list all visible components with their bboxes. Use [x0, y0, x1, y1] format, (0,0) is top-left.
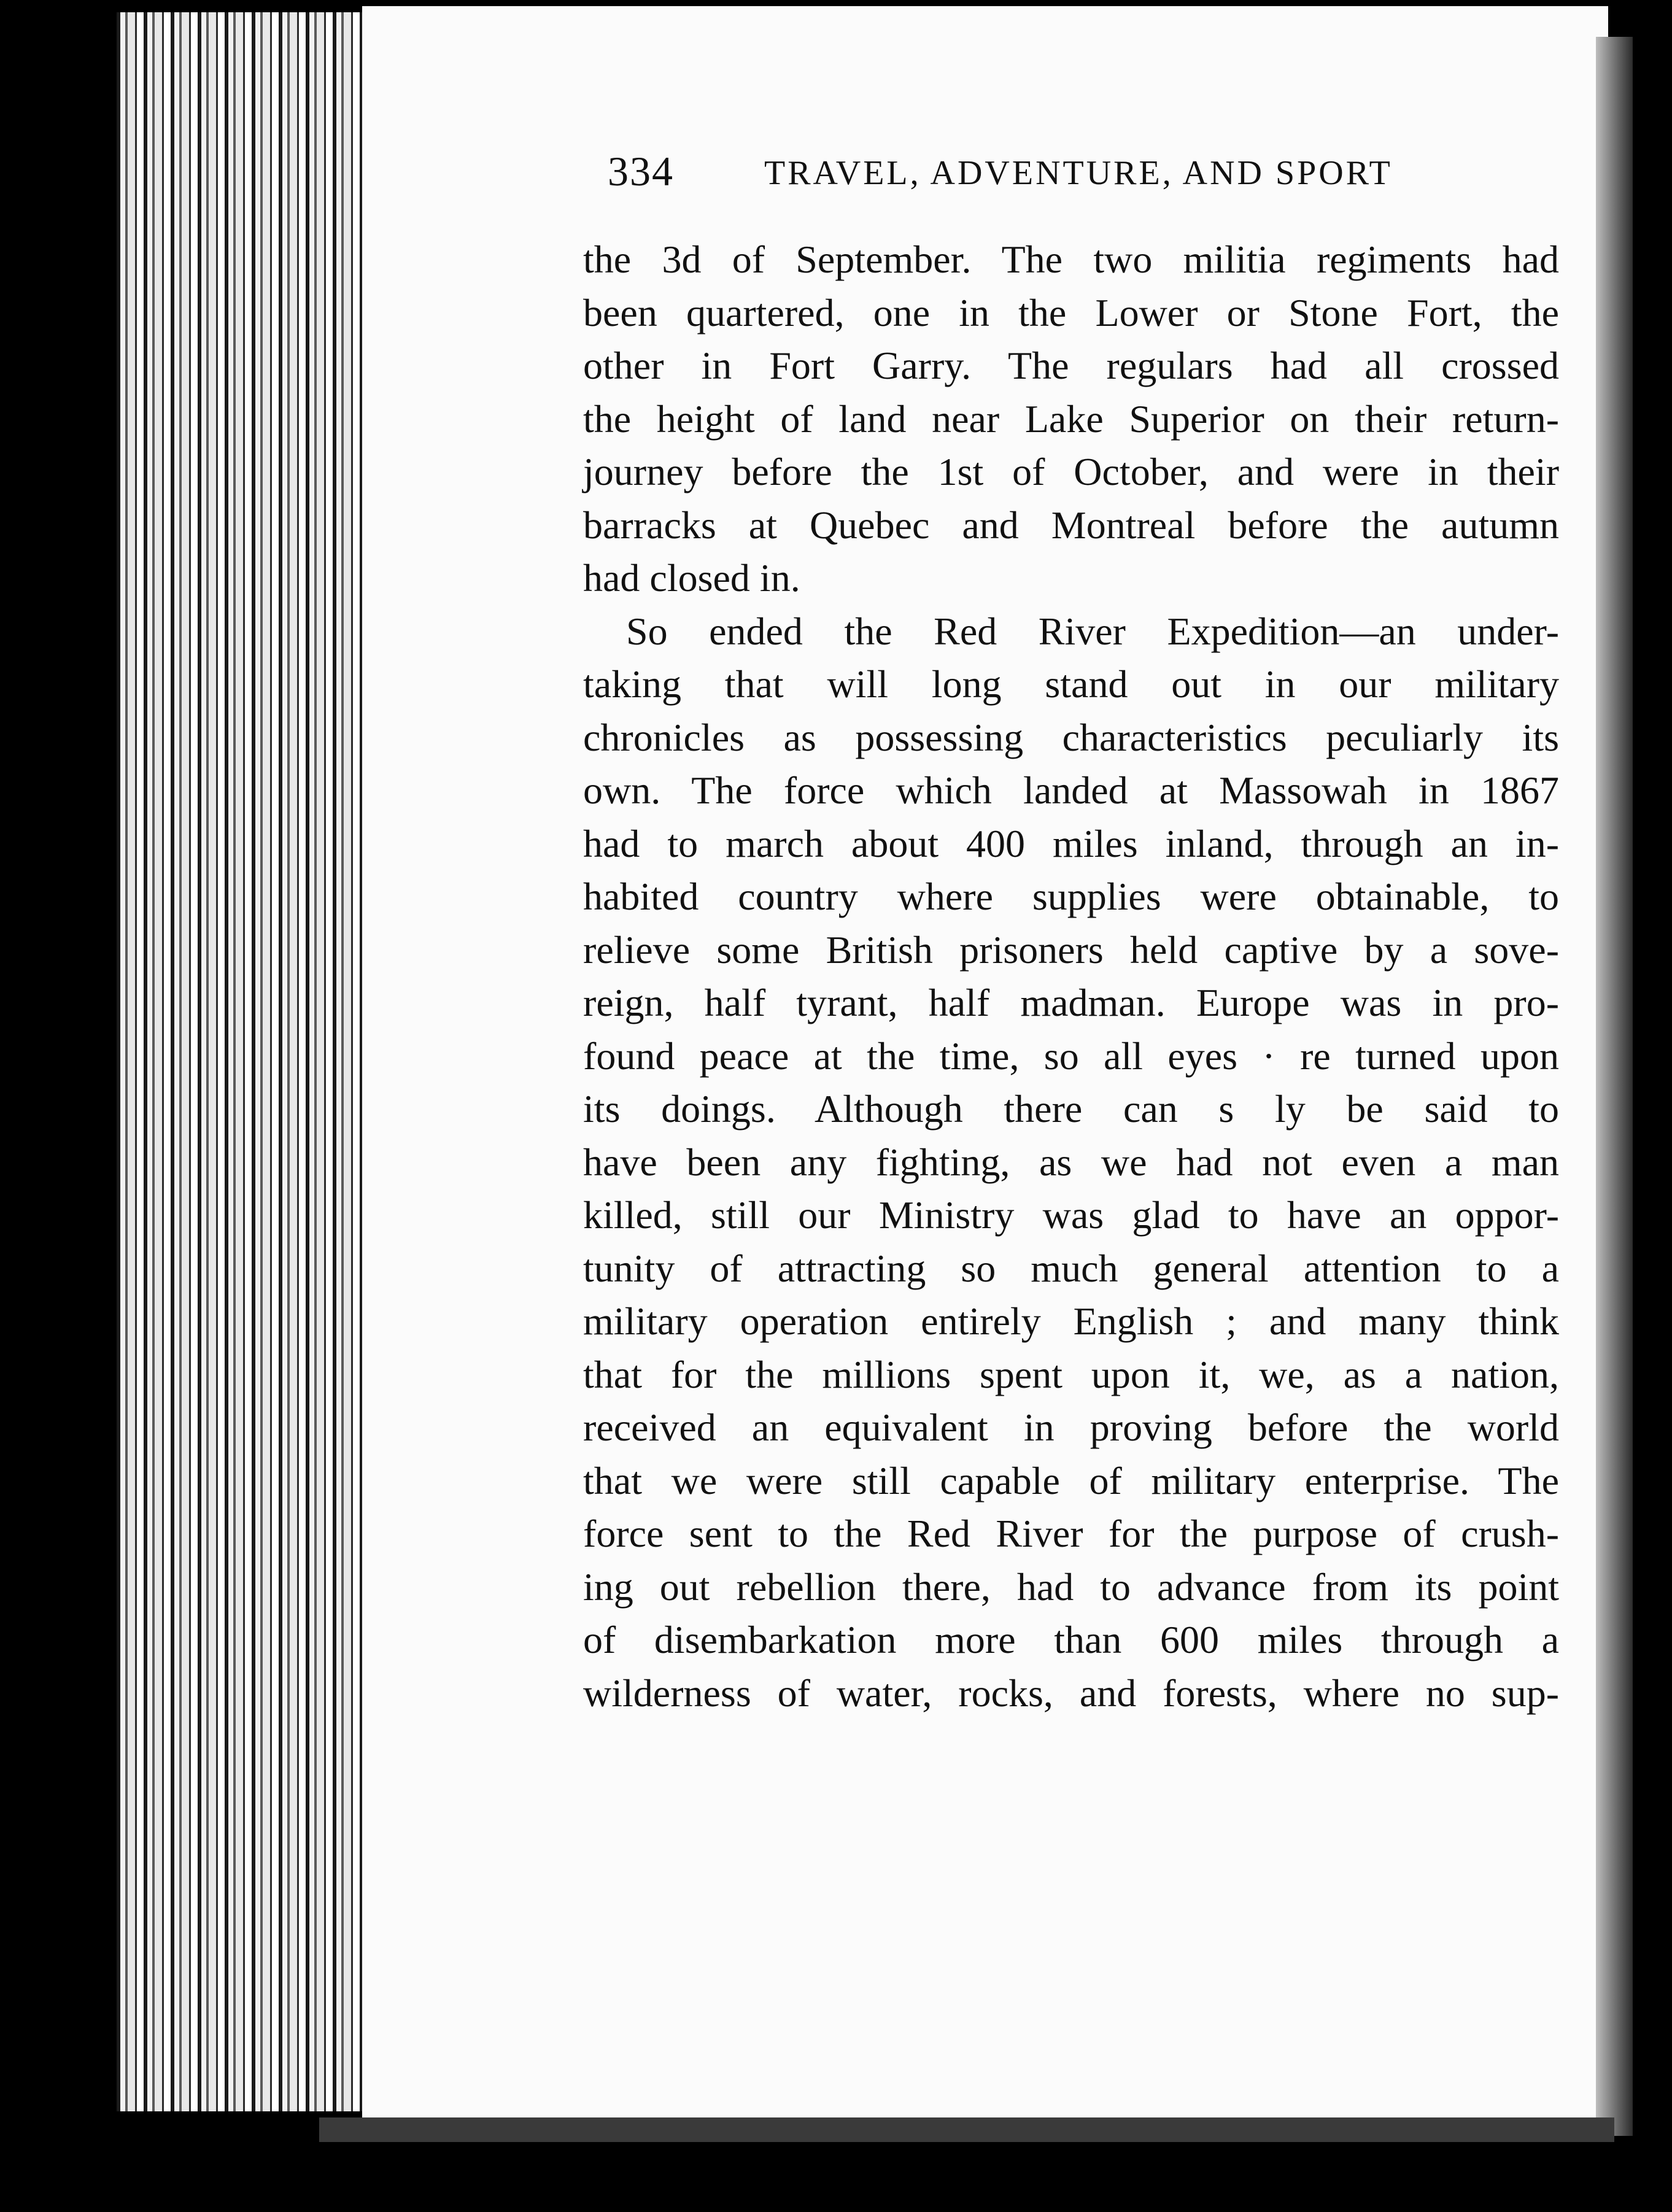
text-line: the 3d of September. The two militia regiments had	[583, 238, 1559, 281]
text-line: So ended the Red River Expedition—an under-	[626, 609, 1559, 653]
text-line: wilderness of water, rocks, and forests, where no sup-	[583, 1671, 1559, 1715]
text-line: that we were still capable of military enterprise. The	[583, 1458, 1559, 1502]
text-line: force sent to the Red River for the purpose of crush-	[583, 1512, 1559, 1555]
text-line: its doings. Although there can s ly be said to	[583, 1087, 1559, 1131]
text-line: habited country where supplies were obtainable, to	[583, 875, 1559, 918]
text-line: chronicles as possessing characteristics peculiarly its	[583, 715, 1559, 759]
page-header	[608, 147, 1436, 221]
text-line: relieve some British prisoners held captive by a sove-	[583, 927, 1559, 972]
text-line: the height of land near Lake Superior on their return-	[583, 396, 1559, 441]
text-line: been quartered, one in the Lower or Stone Fort, the	[583, 290, 1559, 335]
text-line: tunity of attracting so much general attention to a	[583, 1246, 1559, 1290]
running-title: TRAVEL, ADVENTURE, AND SPORT	[764, 154, 1393, 192]
text-line: taking that will long stand out in our military	[583, 662, 1559, 706]
text-line: had closed in.	[583, 556, 800, 600]
binding-shadow	[1596, 37, 1633, 2136]
text-line: have been any fighting, as we had not even a man	[583, 1140, 1559, 1184]
text-line: ing out rebellion there, had to advance from its point	[583, 1564, 1559, 1609]
text-line: found peace at the time, so all eyes · re turned upon	[583, 1034, 1559, 1078]
text-line: had to march about 400 miles inland, through an in-	[583, 821, 1559, 865]
page-bottom-edge	[319, 2117, 1614, 2142]
body-text	[583, 233, 1559, 1720]
page-number: 334	[608, 148, 674, 195]
text-line: killed, still our Ministry was glad to have an oppor-	[583, 1193, 1559, 1237]
page-edges-stack	[117, 12, 381, 2111]
text-line: of disembarkation more than 600 miles through a	[583, 1618, 1559, 1661]
text-line: received an equivalent in proving before the world	[583, 1406, 1559, 1449]
text-line: that for the millions spent upon it, we, as a nation,	[583, 1352, 1559, 1396]
text-line: journey before the 1st of October, and were in their	[583, 450, 1559, 493]
text-line: barracks at Quebec and Montreal before the autumn	[583, 503, 1559, 547]
text-line: military operation entirely English ; and many think	[583, 1299, 1559, 1343]
text-line: own. The force which landed at Massowah in 1867	[583, 768, 1559, 812]
text-line: other in Fort Garry. The regulars had all crossed	[583, 344, 1559, 387]
text-line: reign, half tyrant, half madman. Europe was in pro-	[583, 981, 1559, 1024]
